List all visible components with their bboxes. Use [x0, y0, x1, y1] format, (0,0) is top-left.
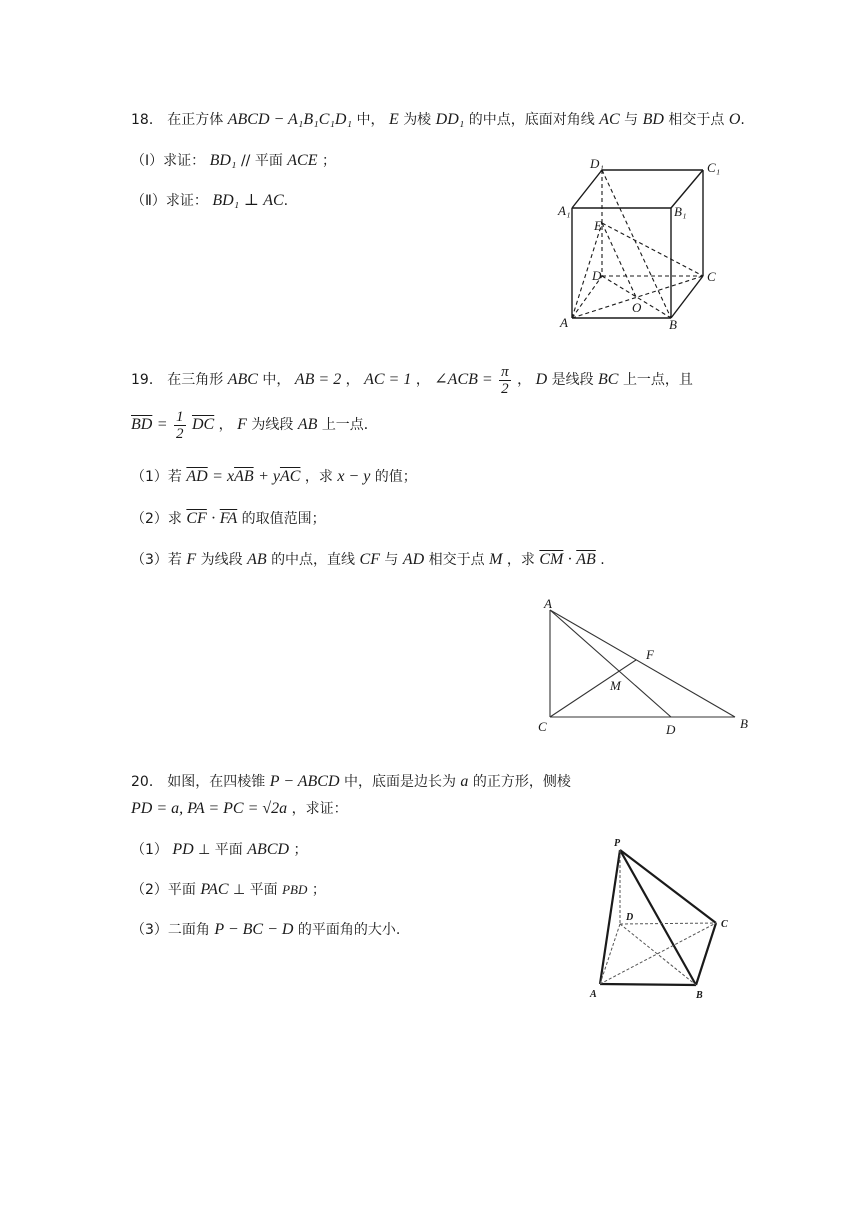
- q20-part-3: （3）二面角 P − BC − D 的平面角的大小.: [131, 921, 401, 938]
- cube-name: ABCD − A₁B₁C₁D₁: [227, 111, 353, 128]
- q20-statement: 20． 如图，在四棱锥 P − ABCD 中，底面是边长为 a 的正方形，侧棱: [131, 773, 571, 790]
- q20-number: 20．: [131, 774, 163, 790]
- label-M: M: [610, 678, 621, 693]
- label-C: C: [721, 919, 728, 930]
- label-D1: D₁: [590, 156, 604, 171]
- label-B1: B₁: [674, 204, 687, 219]
- q18-part-1: （Ⅰ）求证： BD₁ // 平面 ACE ；: [131, 152, 336, 169]
- pi-over-2: $\frac{\pi}{2}$: [501, 363, 509, 397]
- q20-pyramid-figure: [580, 834, 750, 1004]
- q19-statement: 19． 在三角形 ABC 中， AB = 2 ， AC = 1 ， ∠ACB = $\frac{\pi}{2}$ ， D 是线段 BC 上一点，且: [131, 363, 693, 397]
- label-O: O: [632, 300, 642, 315]
- q19-part-1: （1）若 $\overline{AD} = x\overline{AB} + y\overline{AC}$ ，求 x − y 的值；: [131, 468, 417, 485]
- label-A: A: [560, 315, 568, 330]
- label-A: A: [544, 596, 552, 611]
- label-D: D: [666, 722, 676, 737]
- q20-statement-cont: PD = a, PA = PC = √2a ，求证：: [131, 800, 348, 817]
- q19-part-3: （3）若 F 为线段 AB 的中点，直线 CF 与 AD 相交于点 M ，求 $\overline{CM} \cdot \overline{AB}$ .: [131, 551, 605, 568]
- label-B: B: [669, 317, 677, 332]
- label-P: P: [614, 838, 621, 849]
- label-D: D: [626, 912, 634, 923]
- one-half: $\frac{1}{2}$: [176, 408, 184, 442]
- label-E: E: [594, 218, 602, 233]
- q18-number: 18．: [131, 112, 163, 128]
- label-C1: C₁: [707, 160, 721, 175]
- label-C: C: [538, 719, 547, 734]
- q20-part-1: （1） PD ⊥ 平面 ABCD ；: [131, 841, 308, 858]
- q18-statement: 18． 在正方体 ABCD − A₁B₁C₁D₁ 中， E 为棱 DD₁ 的中点，底面对角线 AC 与 BD 相交于点 O.: [131, 111, 745, 128]
- q19-statement-cont: $\overline{BD}$ = $\frac{1}{2}$ $\overline{DC}$ ， F 为线段 AB 上一点．: [131, 408, 378, 442]
- q20-part-2: （2）平面 PAC ⊥ 平面 PBD ；: [131, 881, 326, 898]
- label-D: D: [592, 268, 602, 283]
- label-A1: A₁: [558, 203, 571, 218]
- label-B: B: [740, 716, 748, 731]
- label-F: F: [646, 647, 654, 662]
- q19-part-2: （2）求 $\overline{CF} \cdot \overline{FA}$ 的取值范围；: [131, 510, 326, 527]
- label-A: A: [590, 989, 597, 1000]
- q19-number: 19．: [131, 372, 163, 388]
- label-C: C: [707, 269, 716, 284]
- q19-triangle-figure: [530, 590, 760, 740]
- label-B: B: [696, 990, 703, 1001]
- q18-part-2: （Ⅱ）求证： BD₁ ⊥ AC.: [131, 192, 289, 209]
- q18-cube-figure: [550, 150, 730, 340]
